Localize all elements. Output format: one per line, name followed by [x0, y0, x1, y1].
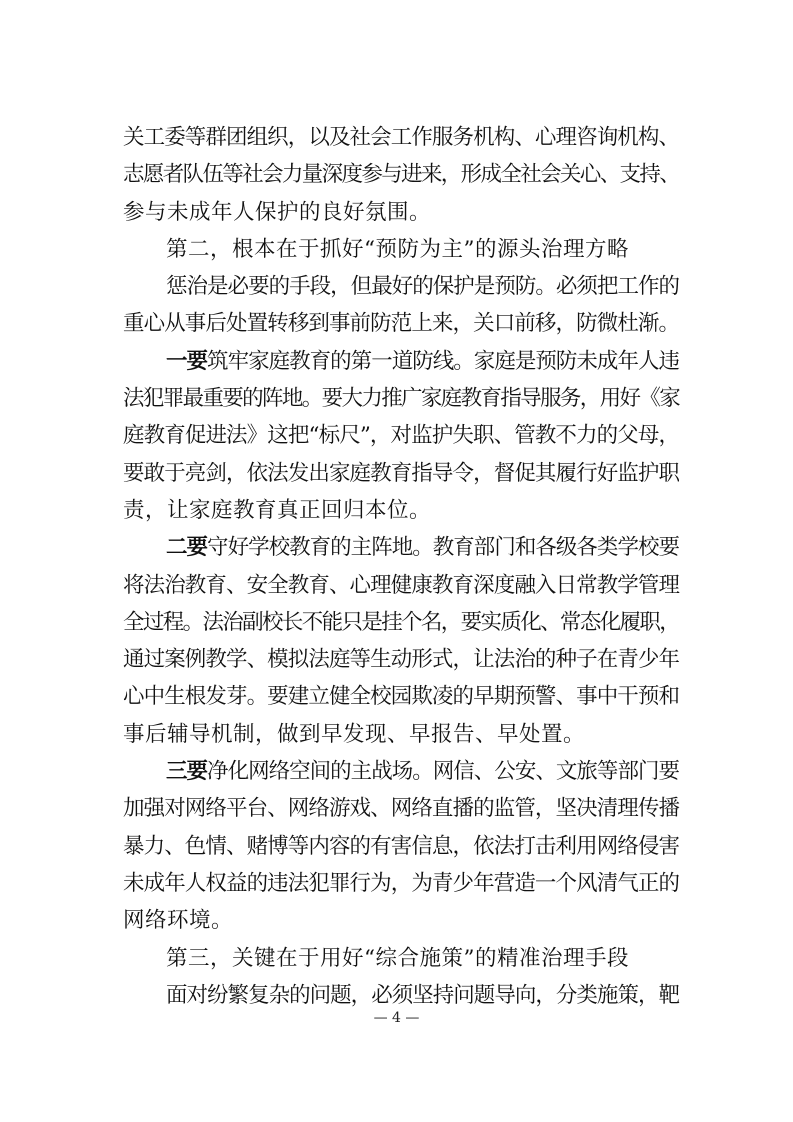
text-line — [123, 716, 679, 753]
lead-phrase: 二要 — [166, 535, 208, 561]
line-text: 筑牢家庭教育的第一道防线。家庭是预防未成年人违 — [207, 348, 679, 374]
text-line — [123, 529, 679, 566]
text-line — [123, 268, 679, 305]
text-line — [123, 641, 679, 678]
line-text: 事后辅导机制，做到早发现、早报告、早处置。 — [123, 721, 586, 747]
text-line — [123, 604, 679, 641]
text-line — [123, 305, 679, 342]
line-text: 未成年人权益的违法犯罪行为，为青少年营造一个风清气正的 — [123, 870, 679, 896]
line-text: 重心从事后处置转移到事前防范上来，关口前移，防微杜渐。 — [123, 311, 679, 337]
text-line — [123, 492, 679, 529]
line-text: 将法治教育、安全教育、心理健康教育深度融入日常教学管理 — [123, 572, 679, 598]
text-line — [123, 865, 679, 902]
line-text: 全过程。法治副校长不能只是挂个名，要实质化、常态化履职， — [123, 609, 679, 635]
text-line — [123, 678, 679, 715]
text-line — [123, 417, 679, 454]
text-line — [123, 119, 679, 156]
line-text: 法犯罪最重要的阵地。要大力推广家庭教育指导服务，用好《家 — [123, 386, 679, 412]
line-text: 通过案例教学、模拟法庭等生动形式，让法治的种子在青少年 — [123, 647, 679, 673]
text-line — [123, 343, 679, 380]
line-text: 第二，根本在于抓好“预防为主”的源头治理方略 — [166, 236, 629, 262]
text-line — [123, 194, 679, 231]
lead-phrase: 三要 — [166, 759, 208, 785]
line-text: 暴力、色情、赌博等内容的有害信息，依法打击利用网络侵害 — [123, 833, 679, 859]
text-line — [123, 790, 679, 827]
line-text: 庭教育促进法》这把“标尺”，对监护失职、管教不力的父母， — [123, 423, 679, 449]
line-text: 参与未成年人保护的良好氛围。 — [123, 199, 432, 225]
text-line — [123, 753, 679, 790]
text-line — [123, 567, 679, 604]
page-number: — 4 — — [373, 1010, 420, 1026]
text-line — [123, 828, 679, 865]
lead-phrase: 一要 — [166, 348, 208, 374]
line-text: 网络环境。 — [123, 908, 234, 934]
line-text: 关工委等群团组织，以及社会工作服务机构、心理咨询机构、 — [123, 125, 679, 150]
body-text — [123, 119, 679, 1014]
line-text: 责，让家庭教育真正回归本位。 — [123, 497, 432, 523]
line-text: 要敢于亮剑，依法发出家庭教育指导令，督促其履行好监护职 — [123, 460, 679, 486]
line-text: 惩治是必要的手段，但最好的保护是预防。必须把工作的 — [166, 274, 679, 300]
line-text: 净化网络空间的主战场。网信、公安、文旅等部门要 — [207, 759, 679, 785]
text-line — [123, 156, 679, 193]
line-text: 面对纷繁复杂的问题，必须坚持问题导向，分类施策，靶 — [166, 982, 679, 1008]
line-text: 守好学校教育的主阵地。教育部门和各级各类学校要 — [207, 535, 679, 561]
text-line — [123, 902, 679, 939]
line-text: 第三，关键在于用好“综合施策”的精准治理手段 — [166, 945, 629, 971]
text-line — [123, 231, 679, 268]
line-text: 志愿者队伍等社会力量深度参与进来，形成全社会关心、支持、 — [123, 162, 679, 188]
text-line — [123, 455, 679, 492]
line-text: 心中生根发芽。要建立健全校园欺凌的早期预警、事中干预和 — [123, 684, 679, 710]
text-line — [123, 380, 679, 417]
text-line — [123, 940, 679, 977]
line-text: 加强对网络平台、网络游戏、网络直播的监管，坚决清理传播 — [123, 796, 679, 822]
